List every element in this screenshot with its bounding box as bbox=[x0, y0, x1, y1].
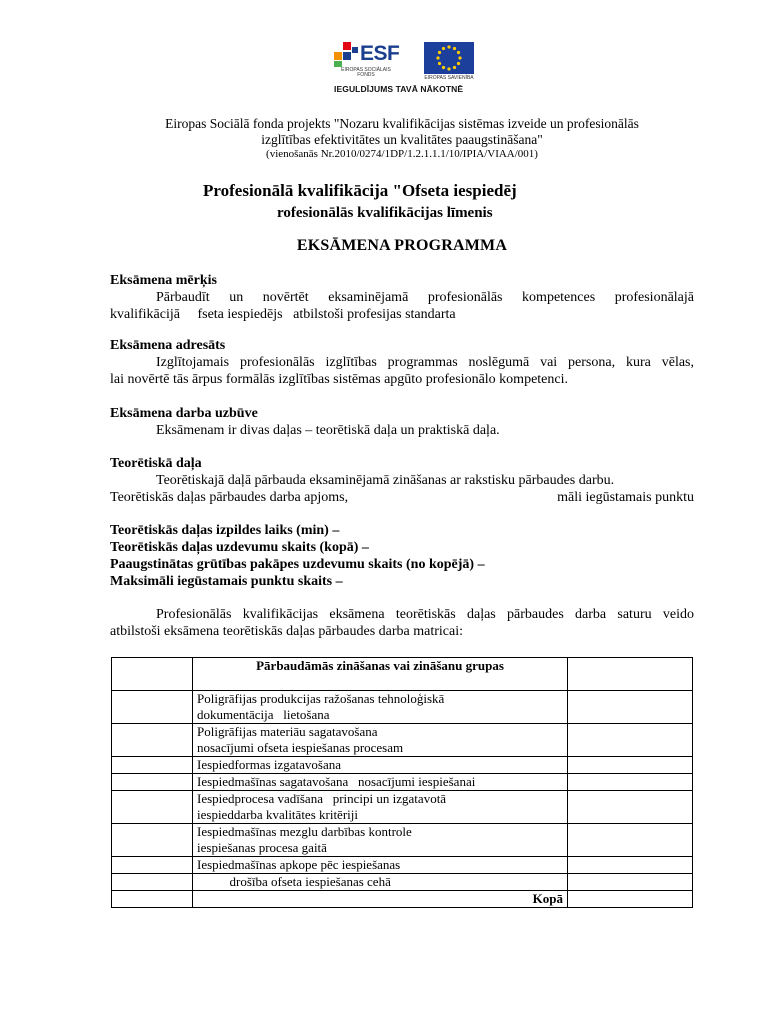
section-heading: Eksāmena mērķis bbox=[110, 273, 217, 288]
table-row: drošība ofseta iespiešanas cehā bbox=[112, 874, 693, 891]
table-row: Iespiedmašīnas sagatavošana nosacījumi iespiešanai bbox=[112, 774, 693, 791]
qualification-level: rofesionālās kvalifikācijas līmenis bbox=[277, 205, 493, 221]
detail-time: Teorētiskās daļas izpildes laiks (min) – bbox=[110, 523, 340, 538]
table-row: Iespiedmašīnas apkope pēc iespiešanas bbox=[112, 857, 693, 874]
section-heading: Eksāmena darba uzbūve bbox=[110, 406, 258, 421]
table-total-row bbox=[112, 891, 693, 908]
section-goal: Eksāmena mērķis Pārbaudīt un novērtēt eksaminējamā profesionālās kompetences profesionālajā kvalifikācijā fseta iespiedējs atbilstoši profesijas standarta bbox=[110, 273, 694, 322]
qualification-title: Profesionālā kvalifikācija "Ofseta iespiedēj bbox=[203, 181, 517, 200]
logo-block bbox=[332, 40, 482, 84]
table-row: Poligrāfijas produkcijas ražošanas tehnoloģiskā dokumentācija lietošana bbox=[112, 691, 693, 724]
project-title: Eiropas Sociālā fonda projekts "Nozaru kvalifikācijas sistēmas izveide un profesionālās izglītības efektivitātes un kvalitātes paaugstināšana" bbox=[165, 116, 639, 147]
knowledge-matrix-table bbox=[111, 657, 693, 908]
detail-advanced-count: Paaugstinātas grūtības pakāpes uzdevumu skaits (no kopējā) – bbox=[110, 557, 485, 572]
section-heading: Teorētiskā daļa bbox=[110, 456, 202, 471]
section-theory: Teorētiskā daļa Teorētiskajā daļā pārbauda eksaminējamā zināšanas ar rakstisku pārbaudes darbu. Teorētiskās daļas pārbaudes darba apjoms, māli iegūstamais punktu bbox=[110, 456, 694, 505]
table-total-label: Kopā bbox=[193, 891, 568, 908]
detail-task-count: Teorētiskās daļas uzdevumu skaits (kopā) – bbox=[110, 540, 369, 555]
table-row: Iespiedformas izgatavošana bbox=[112, 757, 693, 774]
eu-caption: EIROPAS SAVIENĪBA bbox=[424, 75, 474, 81]
table-header: Pārbaudāmās zināšanas vai zināšanu grupas bbox=[193, 658, 568, 691]
table-row: Poligrāfijas materiāu sagatavošana nosacījumi ofseta iespiešanas procesam bbox=[112, 724, 693, 757]
page-title: EKSĀMENA PROGRAMMA bbox=[296, 237, 508, 254]
theory-details bbox=[110, 522, 694, 590]
table-row: Iespiedprocesa vadīšana principi un izgatavotā iespieddarba kvalitātes kritēriji bbox=[112, 791, 693, 824]
slogan: IEGULDĪJUMS TAVĀ NĀKOTNĒ bbox=[334, 84, 464, 94]
matrix-intro: Profesionālās kvalifikācijas eksāmena teorētiskās daļas pārbaudes darba saturu veido atbilstoši eksāmena teorētiskās daļas pārbaudes darba matricai: bbox=[110, 607, 694, 639]
esf-squares-icon bbox=[334, 42, 362, 68]
section-structure: Eksāmena darba uzbūve Eksāmenam ir divas daļas – teorētiskā daļa un praktiskā daļa. bbox=[110, 405, 694, 439]
esf-logo bbox=[332, 40, 412, 84]
section-heading: Eksāmena adresāts bbox=[110, 338, 226, 353]
esf-caption: EIROPAS SOCIĀLAIS FONDS bbox=[341, 67, 391, 78]
detail-max-points: Maksimāli iegūstamais punktu skaits – bbox=[110, 574, 343, 589]
table-header-row bbox=[112, 658, 693, 691]
eu-flag-icon bbox=[424, 42, 474, 74]
table-row: Iespiedmašīnas mezglu darbības kontrole iespiešanas procesa gaitā bbox=[112, 824, 693, 857]
esf-wordmark: ESF bbox=[360, 42, 400, 65]
agreement-number: (vienošanās Nr.2010/0274/1DP/1.2.1.1.1/10/IPIA/VIAA/001) bbox=[266, 148, 538, 160]
section-addressee: Eksāmena adresāts Izglītojamais profesionālās izglītības programmas noslēgumā vai persona, kura vēlas, lai novērtē tās ārpus formālās izglītības sistēmas apgūto profesionālo kompetenci. bbox=[110, 338, 694, 387]
